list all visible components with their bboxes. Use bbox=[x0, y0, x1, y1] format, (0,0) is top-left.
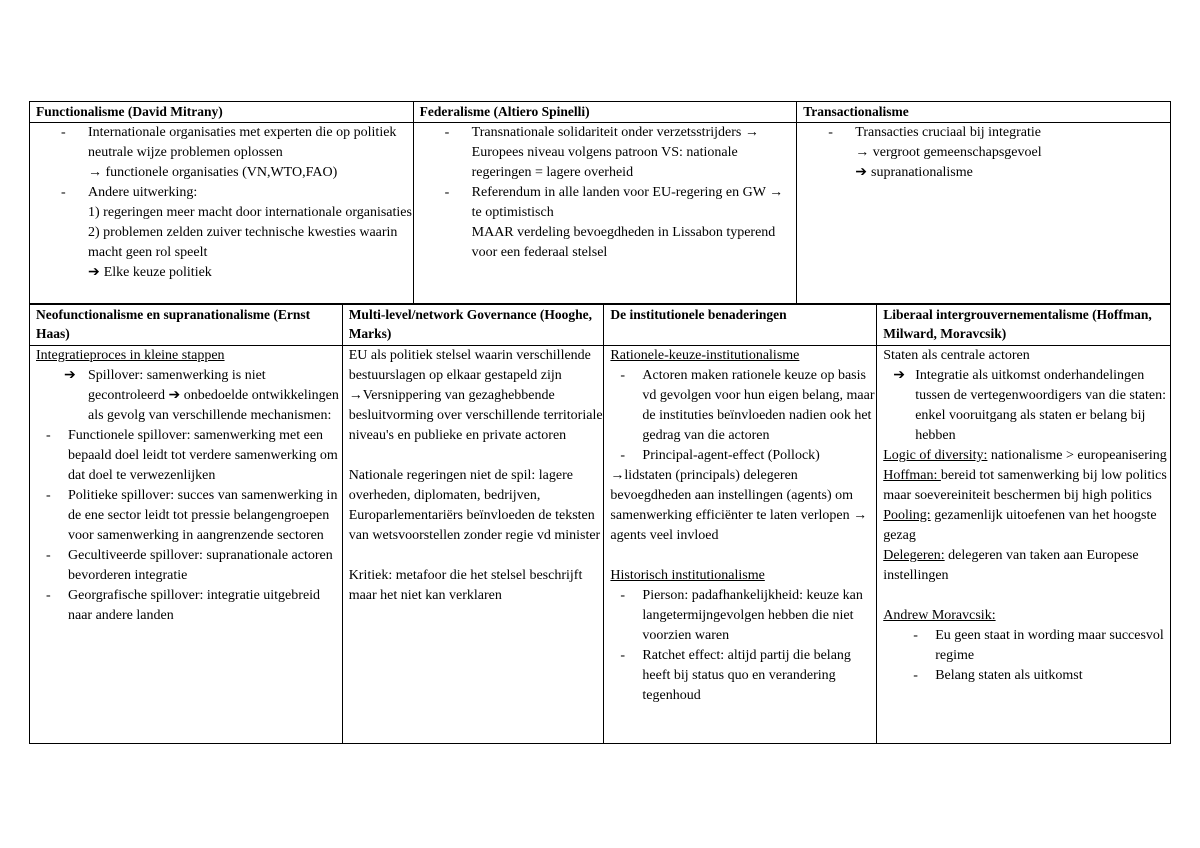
list-item: - Internationale organisaties met experten die op politiek neutrale wijze problemen oplossen → functionele organisaties (VN,WTO,FAO) bbox=[36, 123, 413, 183]
list-item: - Actoren maken rationele keuze op basis vd gevolgen voor hun eigen belang, maar de instituties beïnvloeden nadien ook het gedrag van die actoren bbox=[610, 366, 876, 446]
arrow-icon: ➔ bbox=[88, 265, 100, 280]
federalisme-cell bbox=[413, 123, 797, 304]
list-item: - Pierson: padafhankelijkheid: keuze kan langetermijngevolgen hebben die niet voorzien waren bbox=[610, 586, 876, 646]
arrow-icon: ➔ bbox=[64, 368, 76, 383]
list-item: - Transacties cruciaal bij integratie → vergroot gemeenschapsgevoel ➔ supranationalisme bbox=[803, 123, 1170, 183]
list-item: - Belang staten als uitkomst bbox=[883, 666, 1170, 686]
top-theory-table bbox=[29, 101, 1171, 304]
list-item: - Referendum in alle landen voor EU-regering en GW → te optimistisch MAAR verdeling bevoegdheden in Lissabon typerend voor een federaal stelsel bbox=[420, 183, 797, 263]
federalisme-header: Federalisme (Altiero Spinelli) bbox=[413, 102, 797, 123]
arrow-icon: ➔ bbox=[893, 368, 905, 383]
federalisme-extra: MAAR verdeling bevoegdheden in Lissabon typerend voor een federaal stelsel bbox=[471, 225, 776, 260]
inst-section-1: Rationele-keuze-institutionalisme bbox=[610, 348, 800, 363]
lib-logic: Logic of diversity: nationalisme > europeanisering bbox=[883, 448, 1167, 463]
multilevel-governance-header: Multi-level/network Governance (Hooghe, Marks) bbox=[342, 304, 604, 346]
functionalisme-sub-2: 1) regeringen meer macht door internationale organisaties bbox=[88, 205, 412, 220]
multilevel-governance-cell bbox=[342, 346, 604, 744]
neofunctionalisme-header: Neofunctionalisme en supranationalisme (Ernst Haas) bbox=[30, 304, 343, 346]
transactionalisme-sub-2: ➔ supranationalisme bbox=[855, 165, 973, 180]
institutionele-cell bbox=[604, 346, 877, 744]
transactionalisme-header: Transactionalisme bbox=[797, 102, 1171, 123]
neo-spillover: ➔ Spillover: samenwerking is niet gecontroleerd ➔ onbedoelde ontwikkelingen als gevolg van verschillende mechanismen: bbox=[64, 368, 339, 423]
list-item: - Eu geen staat in wording maar succesvol regime bbox=[883, 626, 1170, 666]
lib-moravcsik: Andrew Moravcsik: bbox=[883, 608, 996, 623]
inst-section-2: Historisch institutionalisme bbox=[610, 568, 765, 583]
functionalisme-cell bbox=[30, 123, 414, 304]
lib-arrow-item: ➔ Integratie als uitkomst onderhandelingen tussen de vertegenwoordigers van die staten: enkel vooruitgang als staten er belang bij hebben bbox=[893, 368, 1166, 443]
list-item: - Andere uitwerking: 1) regeringen meer macht door internationale organisaties 2) problemen zelden zuiver technische kwesties waarin macht geen rol speelt ➔ Elke keuze politiek bbox=[36, 183, 413, 283]
lib-pooling: Pooling: gezamenlijk uitoefenen van het hoogste gezag bbox=[883, 508, 1157, 543]
mlg-paragraph-2: →Versnippering van gezaghebbende besluitvorming over verschillende territoriale niveau's en publieke en private actoren bbox=[348, 388, 603, 443]
list-item: - Gecultiveerde spillover: supranationale actoren bevorderen integratie bbox=[36, 546, 342, 586]
lib-paragraph-1: Staten als centrale actoren bbox=[883, 348, 1030, 363]
lib-delegeren: Delegeren: delegeren van taken aan Europese instellingen bbox=[883, 548, 1139, 583]
list-item: - Functionele spillover: samenwerking met een bepaald doel leidt tot verdere samenwerking om dat doel te verwezenlijken bbox=[36, 426, 342, 486]
mlg-paragraph-3: Nationale regeringen niet de spil: lagere overheden, diplomaten, bedrijven, Europarlementariërs beïnvloeden de teksten van wetsvoorstellen zonder regie vd minister bbox=[348, 468, 601, 543]
list-item: - Georgrafische spillover: integratie uitgebreid naar andere landen bbox=[36, 586, 342, 626]
functionalisme-sub-4: ➔ Elke keuze politiek bbox=[88, 265, 212, 280]
functionalisme-sub-3: 2) problemen zelden zuiver technische kwesties waarin macht geen rol speelt bbox=[88, 225, 398, 260]
mlg-paragraph-4: Kritiek: metafoor die het stelsel beschrijft maar het niet kan verklaren bbox=[348, 568, 583, 603]
neofunctionalisme-cell bbox=[30, 346, 343, 744]
list-item: - Principal-agent-effect (Pollock) bbox=[610, 446, 876, 466]
inst-paragraph-1: →lidstaten (principals) delegeren bevoegdheden aan instellingen (agents) om samenwerking efficiënter te laten verlopen → agents veel invloed bbox=[610, 468, 868, 543]
transactionalisme-sub-1: → vergroot gemeenschapsgevoel bbox=[855, 145, 1042, 160]
list-item: - Politieke spillover: succes van samenwerking in de ene sector leidt tot pressie belangengroepen voor samenwerking in aangrenzende sectoren bbox=[36, 486, 342, 546]
neo-intro: Integratieproces in kleine stappen bbox=[36, 348, 225, 363]
liberaal-intergouvernementalisme-header: Liberaal intergrouvernementalisme (Hoffman, Milward, Moravcsik) bbox=[877, 304, 1171, 346]
list-item: - Transnationale solidariteit onder verzetsstrijders → Europees niveau volgens patroon VS: nationale regeringen = lagere overheid bbox=[420, 123, 797, 183]
liberaal-cell bbox=[877, 346, 1171, 744]
functionalisme-sub-1: → functionele organisaties (VN,WTO,FAO) bbox=[88, 165, 338, 180]
arrow-icon: ➔ bbox=[855, 165, 867, 180]
lib-hoffman: Hoffman: bereid tot samenwerking bij low politics maar soevereiniteit beschermen bij high politics bbox=[883, 468, 1167, 503]
functionalisme-header: Functionalisme (David Mitrany) bbox=[30, 102, 414, 123]
list-item: - Ratchet effect: altijd partij die belang heeft bij status quo en verandering tegenhoud bbox=[610, 646, 876, 706]
institutionele-benaderingen-header: De institutionele benaderingen bbox=[604, 304, 877, 346]
bottom-theory-table bbox=[29, 303, 1171, 744]
mlg-paragraph-1: EU als politiek stelsel waarin verschillende bestuurslagen op elkaar gestapeld zijn bbox=[348, 348, 591, 383]
transactionalisme-cell bbox=[797, 123, 1171, 304]
